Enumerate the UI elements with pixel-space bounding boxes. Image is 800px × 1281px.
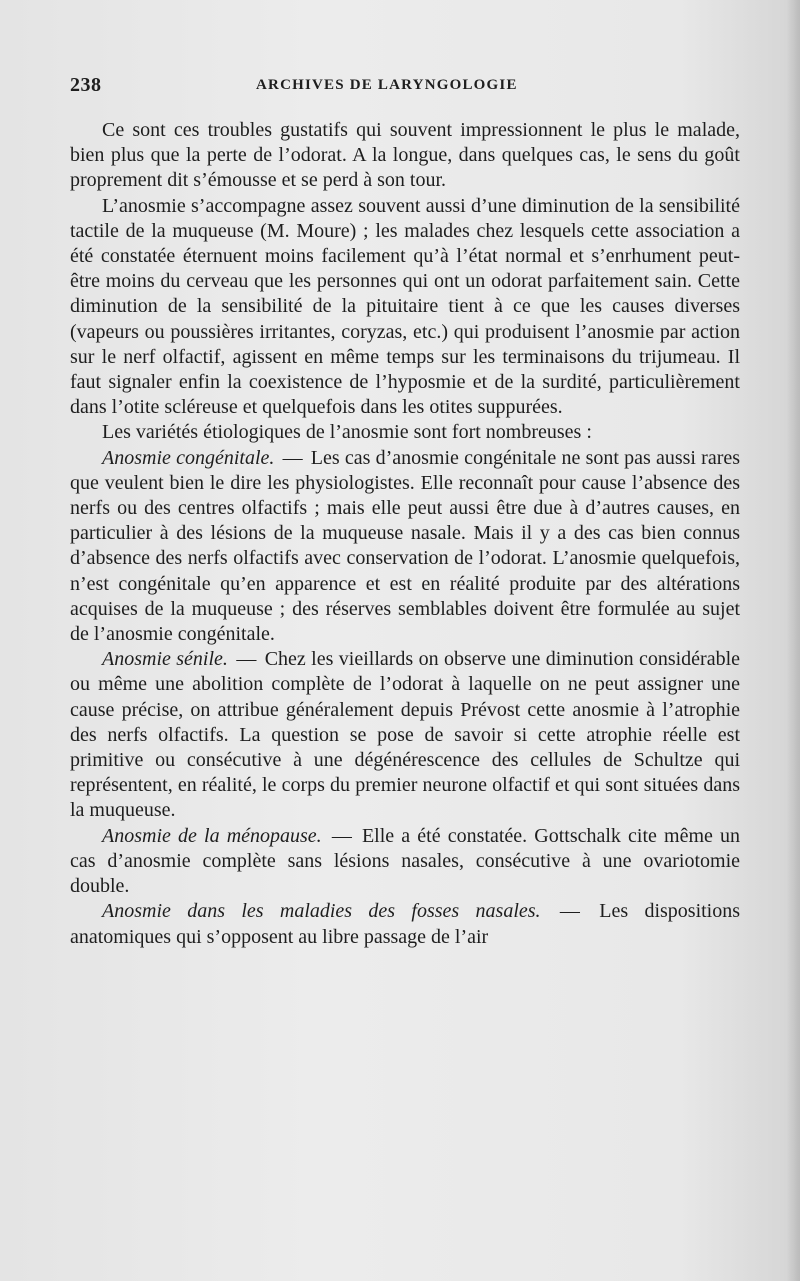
page-header: [70, 72, 742, 100]
paragraph-text: Chez les vieillards on observe une diminution considérable ou même une abolition complète de l’odorat à laquelle on ne peut assigner une cause précise, on attribue généralement depuis Prévost cette anosmie à l’atrophie des nerfs olfactifs. La question se pose de savoir si cette atrophie réelle est primitive ou consécutive à une dégénérescence des cellules de Schultze qui représentent, en réalité, le corps du premier neurone olfactif et qui sont situées dans la muqueuse.: [70, 648, 741, 822]
paragraph: [70, 824, 740, 900]
paragraph: [70, 194, 740, 421]
section-title: Anosmie dans les maladies des fosses nasales.: [102, 900, 541, 923]
paragraph-text: Elle a été constatée. Gottschalk cite même un cas d’anosmie complète sans lésions nasales, consécutive à une ovariotomie double.: [70, 824, 741, 898]
paragraph: [70, 899, 740, 949]
em-dash: —: [236, 648, 257, 671]
body-text: [70, 118, 740, 950]
page-edge-shadow: [786, 0, 800, 1281]
running-title: ARCHIVES DE LARYNGOLOGIE: [256, 77, 518, 93]
section-title: Anosmie sénile.: [102, 648, 228, 671]
paragraph: [70, 118, 740, 194]
em-dash: —: [559, 900, 580, 923]
paragraph: [70, 647, 740, 823]
page-number: 238: [70, 74, 102, 96]
paragraph-text: Les variétés étiologiques de l’anosmie sont fort nombreuses :: [102, 421, 592, 444]
section-title: Anosmie de la ménopause.: [102, 824, 322, 847]
paragraph-text: Les dispositions anatomiques qui s’opposent au libre passage de l’air: [70, 900, 741, 948]
paragraph: [70, 446, 740, 648]
em-dash: —: [282, 446, 303, 469]
paragraph-text: L’anosmie s’accompagne assez souvent aussi d’une diminution de la sensibilité tactile de la muqueuse (M. Moure) ; les malades chez lesquels cette association a été constatée éternuent moins facilement qu’à l’état normal et s’enrhument peut-être moins du cerveau que les personnes qui ont un odorat parfaitement sain. Cette diminution de la sensibilité de la pituitaire tient à ce que les causes diverses (vapeurs ou poussières irritantes, coryzas, etc.) qui produisent l’anosmie par action sur le nerf olfactif, agissent en même temps sur les terminaisons du trijumeau. Il faut signaler enfin la coexistence de l’hyposmie et de la surdité, particulièrement dans l’otite scléreuse et quelquefois dans les otites suppurées.: [70, 194, 740, 419]
section-title: Anosmie congénitale.: [102, 446, 275, 469]
paragraph: [70, 420, 740, 445]
paragraph-text: Ce sont ces troubles gustatifs qui souvent impressionnent le plus le malade, bien plus que la perte de l’odorat. A la longue, dans quelques cas, le sens du goût proprement dit s’émousse et se perd à son tour.: [70, 119, 740, 192]
em-dash: —: [331, 824, 352, 847]
paragraph-text: Les cas d’anosmie congénitale ne sont pas aussi rares que veulent bien le dire les physiologistes. Elle reconnaît pour cause l’absence des nerfs ou des centres olfactifs ; mais elle peut aussi être due à d’autres causes, en particulier à des lésions de la muqueuse nasale. Mais il y a des cas bien connus d’absence des nerfs olfactifs avec conservation de l’odorat. L’anosmie quelquefois, n’est congénitale qu’en apparence et est en réalité produite par des altérations acquises de la muqueuse ; des réserves semblables doivent être formulée au sujet de l’anosmie congénitale.: [70, 446, 741, 646]
